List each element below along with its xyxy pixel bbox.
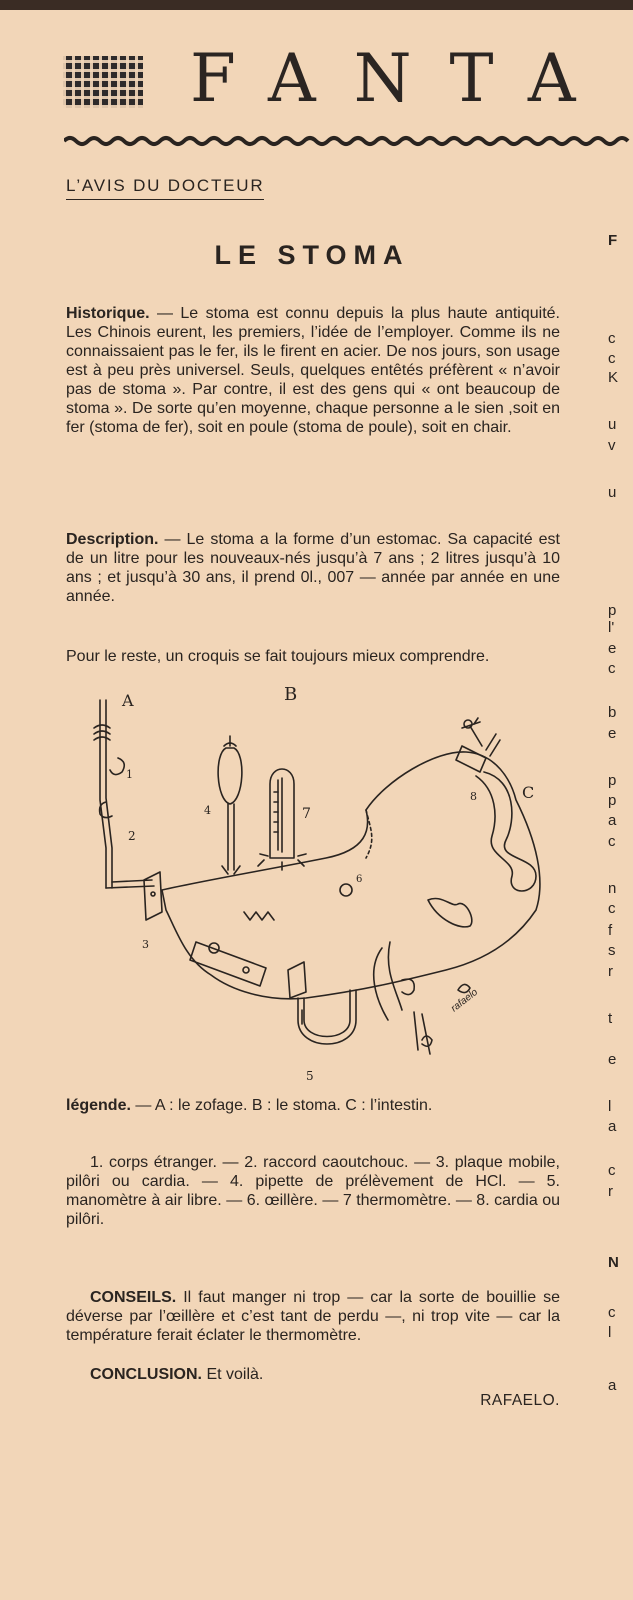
next-column-fragment: a: [608, 1118, 617, 1135]
esophagus-tube: [94, 700, 154, 888]
next-column-fragment: K: [608, 369, 619, 386]
masthead-title: FANTA: [190, 40, 614, 117]
label-c: C: [522, 783, 535, 802]
next-column-fragment: c: [608, 660, 616, 677]
masthead-mosaic-ornament: [63, 56, 143, 108]
top-edge-bar: [0, 0, 633, 10]
next-column-fragment: u: [608, 416, 617, 433]
historique-text: — Le stoma est connu depuis la plus haute antiquité. Les Chinois eurent, les premiers, l’idée de l’employer. Comme ils ne connaissaient pas le fer, ils le firent en acier. De nos jours, son usage est à peu près universel. Seuls, quelques entêtés préfèrent « n’avoir pas de stoma ». Par contre, il est des gens qui « ont beaucoup de stoma ». De sorte qu’en moyenne, chaque personne a le sien ,soit en fer (stoma de fer), soit en poule (stoma de poule), soit en chair.: [66, 305, 560, 436]
next-column-fragment: c: [608, 900, 616, 917]
next-column-fragment: c: [608, 833, 616, 850]
next-column-fragment: e: [608, 725, 617, 742]
next-column-fragment: u: [608, 484, 617, 501]
paragraph-description: [66, 530, 560, 606]
next-column-fragment: r: [608, 1183, 613, 1200]
next-column-fragment: e: [608, 640, 617, 657]
label-a: A: [122, 691, 134, 710]
next-column-fragment: s: [608, 942, 616, 959]
next-column-fragment: c: [608, 330, 616, 347]
number-8: 8: [470, 790, 477, 803]
next-column-fragment: p: [608, 772, 617, 789]
historique-label: Historique.: [66, 305, 150, 322]
paragraph-legende: [66, 1096, 560, 1115]
author-signature: RAFAELO.: [480, 1392, 560, 1409]
tap: [456, 718, 500, 772]
paragraph-conseils: [66, 1288, 560, 1345]
next-column-fragment: l: [608, 1098, 612, 1115]
pipette: [218, 736, 242, 874]
next-column-fragment: a: [608, 1377, 617, 1394]
next-column-fragment: N: [608, 1254, 619, 1271]
next-column-fragment: c: [608, 1162, 616, 1179]
masthead-wavy-rule: [64, 132, 633, 148]
numbered-legend-text: 1. corps étranger. — 2. raccord caoutchouc. — 3. plaque mobile, pilôri ou cardia. — 4. pipette de prélèvement de HCl. — 5. manomètre à air libre. — 6. œillère. — 7 thermomètre. — 8. cardia ou pilôri.: [66, 1154, 560, 1228]
next-column-fragment: f: [608, 922, 613, 939]
next-column-fragment: p: [608, 792, 617, 809]
next-column-fragment: l: [608, 1324, 612, 1341]
number-4: 4: [204, 804, 211, 817]
conclusion-text: Et voilà.: [202, 1366, 264, 1383]
conclusion-label: CONCLUSION.: [90, 1366, 202, 1383]
next-column-fragment: e: [608, 1051, 617, 1068]
stomach-sketch: [66, 680, 560, 1090]
stomach-outline: [162, 752, 540, 999]
paragraph-conclusion: [66, 1365, 560, 1384]
next-column-fragment: F: [608, 232, 618, 249]
thermometer: [258, 769, 306, 870]
manometer: [288, 962, 356, 1044]
paragraph-croquis: [66, 647, 560, 666]
number-7: 7: [302, 806, 311, 822]
next-column-fragment: t: [608, 1010, 613, 1027]
bottom-strap: [190, 942, 266, 986]
description-text: — Le stoma a la forme d’un estomac. Sa capacité est de un litre pour les nouveaux-nés jusqu’à 7 ans ; 2 litres jusqu’à 10 ans ; et jusqu’à 30 ans, il prend 0l., 007 — année par année en une année.: [66, 531, 560, 605]
number-1: 1: [126, 768, 133, 781]
paragraph-numbered-legend: [66, 1153, 560, 1229]
next-column-fragment: a: [608, 812, 617, 829]
label-b: B: [284, 684, 298, 705]
croquis-text: Pour le reste, un croquis se fait toujours mieux comprendre.: [66, 648, 490, 665]
paragraph-historique: [66, 304, 560, 437]
number-3: 3: [142, 938, 149, 951]
next-column-fragment: c: [608, 350, 616, 367]
number-5: 5: [306, 1069, 314, 1083]
eyelet: [340, 884, 352, 896]
number-2: 2: [128, 829, 136, 843]
legende-text: — A : le zofage. B : le stoma. C : l’intestin.: [130, 1097, 433, 1114]
conseils-text: Il faut manger ni trop — car la sorte de bouillie se déverse par l’œillère et c’est tant de perdu —, ni trop vite — car la température ferait éclater le thermomètre.: [66, 1289, 560, 1344]
next-column-fragment: v: [608, 437, 616, 454]
number-6: 6: [356, 874, 363, 885]
conseils-label: CONSEILS.: [90, 1289, 177, 1306]
section-kicker: L’AVIS DU DOCTEUR: [66, 176, 264, 200]
artist-signature-sketch: rafaelo: [449, 986, 480, 1015]
description-label: Description.: [66, 531, 159, 548]
next-column-fragment: l': [608, 619, 615, 636]
next-column-fragment: n: [608, 880, 617, 897]
legende-label: légende.: [66, 1097, 131, 1114]
next-column-fragment: r: [608, 963, 613, 980]
article-headline: LE STOMA: [214, 240, 410, 270]
next-column-fragment: c: [608, 1304, 616, 1321]
next-column-fragment: p: [608, 602, 617, 619]
next-column-fragment: b: [608, 704, 617, 721]
